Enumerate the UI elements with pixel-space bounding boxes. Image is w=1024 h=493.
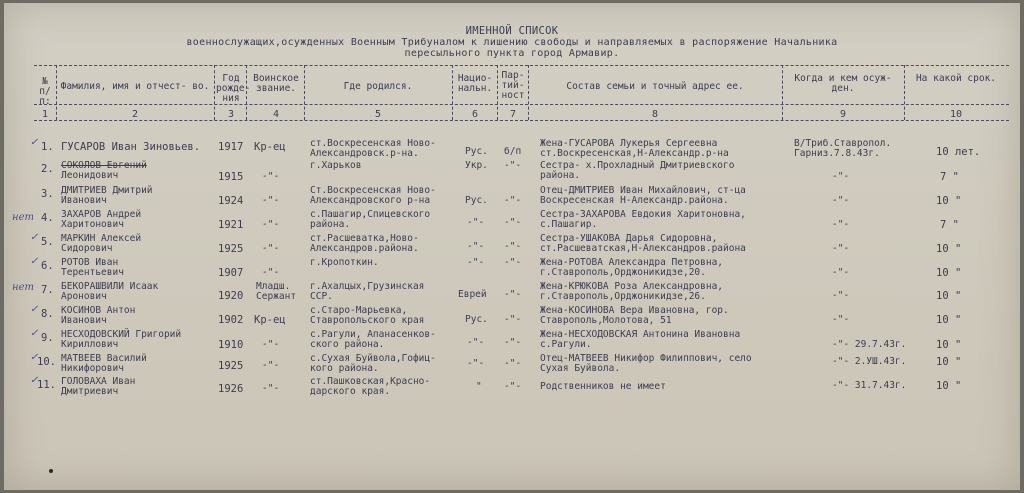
row-term: 10 " [936, 267, 962, 279]
row-family-1: Жена-КОСИНОВА Вера Ивановна, гор. [540, 305, 729, 316]
row-birthplace-2: Александровского р-на [310, 195, 431, 206]
row-sentenced-1: -"- 2.УШ.43г. [832, 356, 907, 367]
row-family-1: Отец-МАТВЕЕВ Никифор Филиппович, село [540, 353, 752, 364]
col-number-5: 5 [374, 109, 382, 120]
list-subtitle: военнослужащих,осужденных Военным Трибуналом к лишению свободы и направляемых в распоряжение Начальника [186, 37, 838, 48]
table-row: ✓ 8. КОСИНОВ Антон Иванович 1902 Кр-ец с.Старо-Марьевка, Ставропольского края Рус. -"- Жена-КОСИНОВА Вера Ивановна, гор. Ставрополь,Молотова, 51 -"- 10 " [30, 304, 962, 326]
row-number: 3. [41, 188, 54, 200]
row-birthplace-2: дарского края. [310, 386, 391, 397]
row-nationality: Рус. [465, 146, 488, 157]
row-rank: Кр-ец [254, 141, 286, 153]
row-term: 10 " [936, 380, 962, 392]
table-row [4, 186, 1020, 208]
column-divider [214, 65, 215, 120]
row-party: -"- [504, 337, 522, 348]
row-term: 10 " [936, 195, 962, 207]
list-subtitle-place: пересыльного пункта город Армавир. [404, 48, 620, 59]
col-number-3: 3 [227, 109, 235, 120]
row-name: ЗАХАРОВ Андрей [61, 209, 142, 220]
row-birthplace-2: Александровск.р-на. [310, 148, 419, 159]
row-patronymic: Терентьевич [61, 267, 124, 278]
col-number-4: 4 [272, 109, 280, 120]
row-name: РОТОВ Иван [61, 257, 119, 268]
row-number: 5. [41, 236, 54, 248]
row-nationality: " [476, 381, 482, 392]
row-nationality: -"- [467, 257, 485, 268]
column-divider [528, 65, 529, 120]
row-family-1: Жена-НЕСХОДОВСКАЯ Антонина Ивановна [540, 329, 741, 340]
row-family-2: Воскресенская Н-Александр.района. [540, 195, 729, 206]
row-term: 10 " [936, 356, 962, 368]
row-party: -"- [504, 289, 522, 300]
row-birthplace-1: ст.Расшеватка,Ново- [310, 233, 419, 244]
row-name: ГУСАРОВ Иван Зиновьев. [61, 141, 201, 153]
row-nationality: Рус. [465, 195, 488, 206]
row-family-2: с.Пашагир. [540, 219, 598, 230]
row-party: -"- [504, 314, 522, 325]
row-nationality: Укр. [465, 160, 488, 171]
table-row: ✓ 10. МАТВЕЕВ Василий Никифорович 1925 -"- с.Сухая Буйвола,Гофиц- кого района. -"- -"- Отец-МАТВЕЕВ Никифор Филиппович, село Сухая Буйвола. -"- 2.УШ.43г. 10 " [30, 352, 962, 374]
col-number-10: 10 [949, 109, 963, 120]
row-party: -"- [504, 195, 522, 206]
row-rank: -"- [262, 267, 280, 278]
row-family-2: г.Ставрополь,Орджоникидзе,26. [540, 291, 706, 302]
row-family-1: Жена-КРЮКОВА Роза Александровна, [540, 281, 724, 292]
row-year: 1920 [218, 290, 244, 302]
row-number: 7. [41, 284, 54, 296]
row-year: 1910 [218, 339, 244, 351]
margin-note: нет [12, 282, 34, 293]
row-birthplace-1: Ст.Воскресенская Ново- [310, 185, 436, 196]
row-birthplace-2: Ставропольского края [310, 315, 425, 326]
row-family-1: Отец-ДМИТРИЕВ Иван Михайлович, ст-ца [540, 185, 746, 196]
col-header-term: На какой срок. [915, 73, 997, 84]
row-birthplace-1: г.Харьков [310, 160, 362, 171]
row-sentenced-1: -"- [832, 243, 850, 254]
row-sentenced-1: -"- 29.7.43г. [832, 339, 907, 350]
row-party: -"- [504, 381, 522, 392]
row-family-1: Сестра- х.Прохладный Дмитриевского [540, 160, 735, 171]
row-birthplace-1: ст.Пашковская,Красно- [310, 376, 431, 387]
col-header-party: Пар- тий- ност [501, 70, 525, 101]
table-row [4, 161, 1020, 183]
table-row: ✓ 1. ГУСАРОВ Иван Зиновьев. 1917 Кр-ец ст.Воскресенская Ново- Александровск.р-на. Рус. б/п Жена-ГУСАРОВА Лукерья Сергеевна ст.Воскресенская,Н-Александр.р-на В/Триб.Ставропол. Гарниз.7.8.43г. 10 лет. [30, 137, 981, 159]
row-year: 1926 [218, 383, 244, 395]
row-name: МАРКИН Алексей [61, 233, 142, 244]
row-sentenced-1: -"- [832, 267, 850, 278]
row-family-2: с.Рагули. [540, 339, 592, 350]
row-birthplace-1: ст.Воскресенская Ново- [310, 138, 436, 149]
row-nationality: -"- [467, 217, 485, 228]
row-sentenced-1: -"- [832, 290, 850, 301]
row-sentenced-1: -"- [832, 314, 850, 325]
col-number-7: 7 [509, 109, 517, 120]
row-term: 10 " [936, 243, 962, 255]
row-name: ДМИТРИЕВ Дмитрий [61, 185, 153, 196]
row-year: 1925 [218, 360, 244, 372]
col-header-nationality: Нацио- нальн. [457, 73, 493, 94]
row-party: -"- [504, 217, 522, 228]
col-header-rank: Воинское звание. [253, 73, 299, 94]
row-nationality: -"- [467, 358, 485, 369]
row-number: 2. [41, 163, 54, 175]
row-party: -"- [504, 358, 522, 369]
row-rank: -"- [262, 339, 280, 350]
row-patronymic: Леонидович [61, 170, 119, 181]
row-sentenced-1: -"- [832, 195, 850, 206]
row-family-2: ст.Воскресенская,Н-Александр.р-на [540, 148, 729, 159]
row-birthplace-2: ССР. [310, 291, 333, 302]
row-birthplace-1: г.Ахалцых,Грузинская [310, 281, 425, 292]
row-birthplace-2: района. [310, 219, 351, 230]
row-family-1: Жена-ГУСАРОВА Лукерья Сергеевна [540, 138, 718, 149]
list-title: ИМЕННОЙ СПИСОК [465, 25, 559, 37]
row-number: 8. [41, 308, 54, 320]
row-rank: -"- [262, 171, 280, 182]
row-family-1: Сестра-УШАКОВА Дарья Сидоровна, [540, 233, 718, 244]
row-birthplace-2: ского района. [310, 339, 385, 350]
col-header-birthplace: Где родился. [343, 81, 413, 92]
row-number: 6. [41, 260, 54, 272]
row-year: 1915 [218, 171, 244, 183]
row-name: МАТВЕЕВ Василий [61, 353, 147, 364]
row-birthplace-2: кого района. [310, 363, 379, 374]
table-row [4, 210, 1020, 232]
row-birthplace-2: Александров.района. [310, 243, 419, 254]
row-term: 10 " [936, 290, 962, 302]
row-number: 11. [37, 379, 56, 391]
row-family-2: ст.Расшеватская,Н-Александров.района [540, 243, 746, 254]
row-patronymic: Дмитриевич [61, 386, 119, 397]
row-rank: Кр-ец [254, 314, 286, 326]
row-patronymic: Кириллович [61, 339, 119, 350]
row-family-2: Ставрополь,Молотова, 51 [540, 315, 672, 326]
col-number-9: 9 [839, 109, 847, 120]
row-term: 10 лет. [936, 146, 981, 158]
row-sentenced-1: -"- [832, 219, 850, 230]
document-sheet [4, 3, 1020, 490]
row-sentenced-1: -"- 31.7.43г. [832, 380, 907, 391]
row-nationality: Еврей [458, 289, 487, 300]
row-family-1: Сестра-ЗАХАРОВА Евдокия Харитоновна, [540, 209, 746, 220]
row-patronymic: Никифорович [61, 363, 124, 374]
row-nationality: -"- [467, 337, 485, 348]
row-term: 10 " [936, 339, 962, 351]
row-family-2: Сухая Буйвола. [540, 363, 621, 374]
col-header-sentenced: Когда и кем осуж- ден. [794, 73, 892, 94]
row-family-1: Жена-РОТОВА Александра Петровна, [540, 257, 724, 268]
table-row [4, 282, 1020, 304]
row-year: 1921 [218, 219, 244, 231]
row-family-2: г.Ставрополь,Орджоникидзе,20. [540, 267, 706, 278]
row-number: 9. [41, 332, 54, 344]
col-number-1: 1 [41, 109, 49, 120]
col-header-name: Фамилия, имя и отчест- во. [60, 81, 210, 92]
row-patronymic: Сидорович [61, 243, 113, 254]
row-rank: -"- [262, 243, 280, 254]
row-year: 1925 [218, 243, 244, 255]
row-name: НЕСХОДОВСКИЙ Григорий [61, 329, 182, 340]
row-birthplace-1: с.Пашагир,Спицевского [310, 209, 431, 220]
row-sentenced-1: В/Триб.Ставропол. [794, 138, 892, 149]
row-patronymic: Иванович [61, 195, 107, 206]
row-patronymic: Иванович [61, 315, 107, 326]
row-birthplace-1: с.Рагули, Апанасенков- [310, 329, 436, 340]
col-header-family: Состав семьи и точный адрес ее. [566, 81, 744, 92]
row-term: 7 " [940, 171, 959, 183]
row-name: СОКОЛОВ Евгений [61, 160, 147, 171]
row-sentenced-1: -"- [832, 171, 850, 182]
row-party: -"- [504, 160, 522, 171]
row-nationality: Рус. [465, 314, 488, 325]
row-number: 4. [41, 212, 54, 224]
row-nationality: -"- [467, 241, 485, 252]
col-header-year: Год рожде- ния [216, 73, 251, 104]
row-year: 1902 [218, 314, 244, 326]
col-number-2: 2 [131, 109, 139, 120]
col-number-8: 8 [651, 109, 659, 120]
row-birthplace-1: с.Сухая Буйвола,Гофиц- [310, 353, 436, 364]
row-rank: -"- [262, 360, 280, 371]
row-birthplace-1: г.Кропоткин. [310, 257, 379, 268]
table-row: ✓ 11. ГОЛОВАХА Иван Дмитриевич 1926 -"- ст.Пашковская,Красно- дарского края. " -"- Родственников не имеет -"- 31.7.43г. 10 " [30, 375, 962, 397]
col-header-number: № п/п: [39, 76, 51, 107]
column-divider [782, 65, 783, 120]
row-rank: Младш. Сержант [256, 281, 297, 302]
column-divider [56, 65, 57, 120]
row-name: БЕКОРАШВИЛИ Исаак [61, 281, 159, 292]
row-family-1: Родственников не имеет [540, 381, 666, 392]
row-party: -"- [504, 241, 522, 252]
row-number: 1. [41, 141, 54, 153]
row-patronymic: Аронович [61, 291, 107, 302]
col-number-6: 6 [471, 109, 479, 120]
row-patronymic: Харитонович [61, 219, 124, 230]
column-divider [452, 65, 453, 120]
table-row: ✓ 6. РОТОВ Иван Терентьевич 1907 -"- г.Кропоткин. -"- -"- Жена-РОТОВА Александра Петровна, г.Ставрополь,Орджоникидзе,20. -"- 10 " [30, 256, 962, 279]
row-year: 1924 [218, 195, 244, 207]
margin-note: нет [12, 212, 34, 223]
row-year: 1907 [218, 267, 244, 279]
table-rule-numbers [34, 120, 1009, 121]
table-rule-header [34, 104, 1009, 105]
row-name: ГОЛОВАХА Иван [61, 376, 136, 387]
row-party: б/п [504, 146, 522, 157]
table-rule-top [34, 65, 1009, 66]
row-family-2: района. [540, 170, 581, 181]
row-name: КОСИНОВ Антон [61, 305, 136, 316]
ink-dot [49, 469, 53, 473]
table-row: ✓ 5. МАРКИН Алексей Сидорович 1925 -"- ст.Расшеватка,Ново- Александров.района. -"- -"- Сестра-УШАКОВА Дарья Сидоровна, ст.Расшеватская,Н-Александров.района -"- 10 " [30, 232, 962, 255]
row-rank: -"- [262, 383, 280, 394]
row-rank: -"- [262, 219, 280, 230]
row-number: 10. [37, 356, 56, 368]
row-party: -"- [504, 257, 522, 268]
row-birthplace-1: с.Старо-Марьевка, [310, 305, 408, 316]
row-term: 10 " [936, 314, 962, 326]
row-term: 7 " [940, 219, 959, 231]
table-row: ✓ 9. НЕСХОДОВСКИЙ Григорий Кириллович 1910 -"- с.Рагули, Апанасенков- ского района. -"- -"- Жена-НЕСХОДОВСКАЯ Антонина Ивановна с.Рагули. -"- 29.7.43г. 10 " [30, 328, 962, 351]
row-year: 1917 [218, 141, 244, 153]
column-divider [304, 65, 305, 120]
row-sentenced-2: Гарниз.7.8.43г. [794, 148, 880, 159]
column-divider [904, 65, 905, 120]
row-rank: -"- [262, 195, 280, 206]
